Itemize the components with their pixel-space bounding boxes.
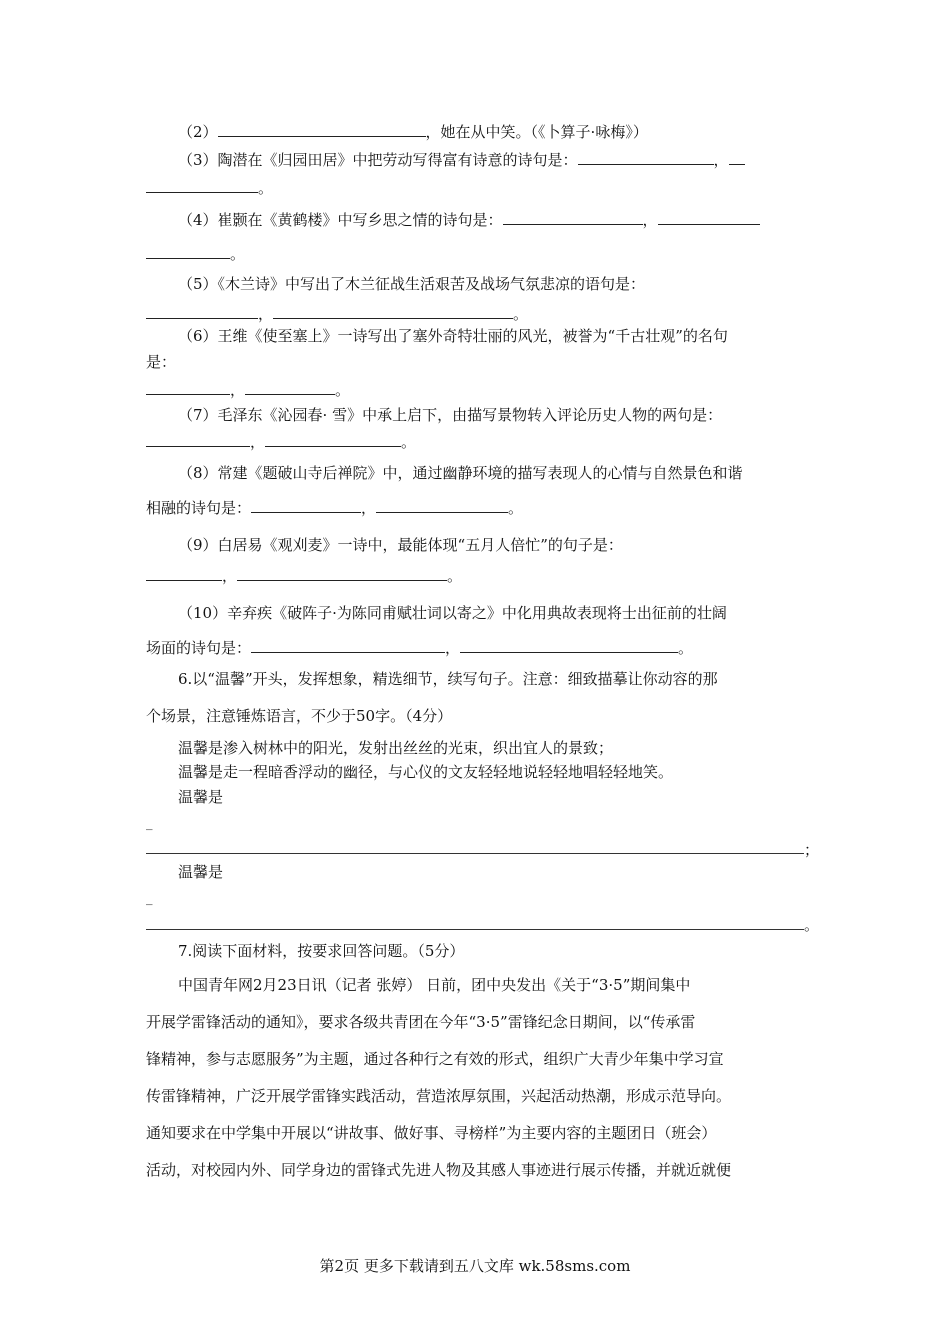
separator: ， xyxy=(361,499,377,517)
item-9 xyxy=(178,535,623,555)
q6-example-1: 温馨是渗入树林中的阳光，发射出丝丝的光束，织出宜人的景致； xyxy=(178,739,614,757)
end-mark: 。 xyxy=(335,381,351,399)
q6-line2: 个场景，注意锤炼语言，不少于50字。（4分） xyxy=(146,707,453,725)
page-footer: 第2页 更多下载请到五八文库 wk.58sms.com xyxy=(319,1257,631,1275)
end-mark: 。 xyxy=(258,179,274,197)
answer-blank[interactable] xyxy=(503,210,643,225)
item-7-text: （7）毛泽东《沁园春· 雪》中承上启下，由描写景物转入评论历史人物的两句是： xyxy=(178,406,723,424)
item-2-num: （2） xyxy=(178,123,218,141)
answer-blank[interactable] xyxy=(251,638,445,653)
q7-paragraph-line: 中国青年网2月23日讯（记者 张婷） 日前，团中央发出《关于“3·5”期间集中 xyxy=(178,976,691,994)
answer-blank[interactable] xyxy=(245,380,335,395)
answer-blank[interactable] xyxy=(218,122,426,137)
answer-blank[interactable] xyxy=(376,498,508,513)
item-2-tail: ，她在从中笑。（《卜算子·咏梅》） xyxy=(425,123,648,141)
item-6-cont-text: 是： xyxy=(146,353,177,371)
q7-paragraph-line: 传雷锋精神，广泛开展学雷锋实践活动，营造浓厚氛围，兴起活动热潮，形成示范导向。 xyxy=(146,1087,732,1105)
item-8-cont-text: 相融的诗句是： xyxy=(146,499,252,517)
item-5-text: （5）《木兰诗》中写出了木兰征战生活艰苦及战场气氛悲凉的语句是： xyxy=(178,275,646,293)
answer-blank[interactable] xyxy=(658,210,760,225)
item-10-text: （10）辛弃疾《破阵子·为陈同甫赋壮词以寄之》中化用典故表现将士出征前的壮阔 xyxy=(178,604,727,622)
item-2 xyxy=(178,122,648,142)
q6-prompt-2: 温馨是 xyxy=(178,863,224,881)
end-mark: 。 xyxy=(678,639,694,657)
item-5 xyxy=(178,274,645,294)
item-9-text: （9）白居易《观刈麦》一诗中，最能体现“五月人倍忙”的句子是： xyxy=(178,536,623,554)
item-4-text: （4）崔颢在《黄鹤楼》中写乡思之情的诗句是： xyxy=(178,211,503,229)
q6-end-1: ； xyxy=(804,841,820,859)
end-mark: 。 xyxy=(447,567,463,585)
answer-blank[interactable] xyxy=(729,150,745,165)
separator: ， xyxy=(642,211,658,229)
separator: ， xyxy=(445,639,461,657)
q7-paragraph-line: 活动，对校园内外、同学身边的雷锋式先进人物及其感人事迹进行展示传播，并就近就便 xyxy=(146,1161,732,1179)
item-9-cont xyxy=(146,566,462,586)
answer-blank[interactable] xyxy=(146,566,222,581)
item-10 xyxy=(178,603,727,623)
q6-dash-1: _ xyxy=(146,816,153,831)
item-3-cont xyxy=(146,178,273,198)
q7-paragraph-line: 锋精神，参与志愿服务”为主题，通过各种行之有效的形式，组织广大青少年集中学习宣 xyxy=(146,1050,724,1068)
item-3-text: （3）陶潜在《归园田居》中把劳动写得富有诗意的诗句是： xyxy=(178,151,578,169)
answer-blank[interactable] xyxy=(273,304,513,319)
answer-blank[interactable] xyxy=(146,178,258,193)
end-mark: 。 xyxy=(401,433,417,451)
separator: ， xyxy=(250,433,266,451)
q7-paragraph-line: 开展学雷锋活动的通知》，要求各级共青团在今年“3·5”雷锋纪念日期间，以“传承雷 xyxy=(146,1013,696,1031)
item-7 xyxy=(178,405,722,425)
answer-line-1[interactable] xyxy=(146,853,804,854)
q7-paragraph-line: 通知要求在中学集中开展以“讲故事、做好事、寻榜样”为主要内容的主题团日（班会） xyxy=(146,1124,717,1142)
separator: ， xyxy=(230,381,246,399)
q7-title: 7.阅读下面材料，按要求回答问题。（5分） xyxy=(178,942,465,960)
q6-dash-2: _ xyxy=(146,891,153,906)
end-mark: 。 xyxy=(230,245,246,263)
item-6-answer xyxy=(146,380,350,400)
answer-blank[interactable] xyxy=(146,432,250,447)
separator: ， xyxy=(713,151,729,169)
answer-blank[interactable] xyxy=(251,498,361,513)
item-10-cont-text: 场面的诗句是： xyxy=(146,639,252,657)
answer-blank[interactable] xyxy=(578,150,714,165)
separator: ， xyxy=(222,567,238,585)
item-8-text: （8）常建《题破山寺后禅院》中，通过幽静环境的描写表现人的心情与自然景色和谐 xyxy=(178,464,743,482)
item-5-cont xyxy=(146,304,528,324)
item-8-cont xyxy=(146,498,523,518)
answer-blank[interactable] xyxy=(146,244,230,259)
item-8 xyxy=(178,463,743,483)
item-6 xyxy=(178,326,728,346)
answer-blank[interactable] xyxy=(237,566,447,581)
q6-example-2: 温馨是走一程暗香浮动的幽径，与心仪的文友轻轻地说轻轻地唱轻轻地笑。 xyxy=(178,763,674,781)
item-3 xyxy=(178,150,745,170)
item-6-cont xyxy=(146,352,176,372)
item-4 xyxy=(178,210,760,230)
item-10-cont xyxy=(146,638,693,658)
answer-blank[interactable] xyxy=(265,432,401,447)
answer-line-2[interactable] xyxy=(146,929,804,930)
q6-line1: 6.以“温馨”开头，发挥想象，精选细节，续写句子。注意：细致描摹让你动容的那 xyxy=(178,670,718,688)
end-mark: 。 xyxy=(508,499,524,517)
q6-end-2: 。 xyxy=(804,916,820,934)
item-6-text: （6）王维《使至塞上》一诗写出了塞外奇特壮丽的风光，被誉为“千古壮观”的名句 xyxy=(178,327,728,345)
item-7-cont xyxy=(146,432,416,452)
answer-blank[interactable] xyxy=(146,380,230,395)
answer-blank[interactable] xyxy=(146,304,258,319)
q6-prompt-1: 温馨是 xyxy=(178,788,224,806)
answer-blank[interactable] xyxy=(460,638,678,653)
item-4-cont xyxy=(146,244,245,264)
end-mark: 。 xyxy=(513,305,529,323)
separator: ， xyxy=(258,305,274,323)
